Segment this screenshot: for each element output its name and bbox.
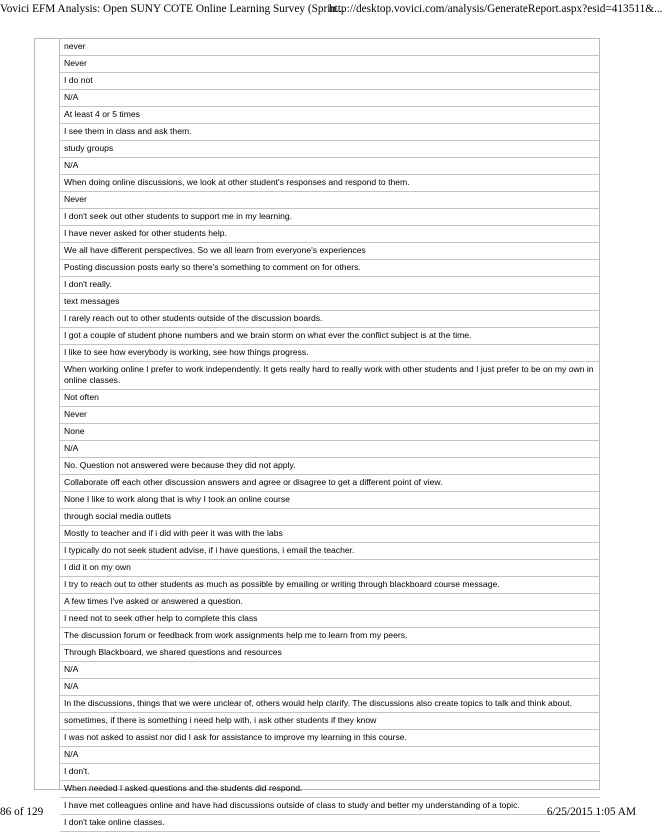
response-row: I typically do not seek student advise, if i have questions, i email the teacher.: [60, 543, 600, 560]
response-row: through social media outlets: [60, 509, 600, 526]
response-row: I see them in class and ask them.: [60, 124, 600, 141]
response-row: N/A: [60, 747, 600, 764]
response-row: study groups: [60, 141, 600, 158]
response-row: I don't.: [60, 764, 600, 781]
print-footer: [0, 803, 638, 823]
response-row: Never: [60, 56, 600, 73]
response-row: Collaborate off each other discussion answers and agree or disagree to get a different point of view.: [60, 475, 600, 492]
response-row: The discussion forum or feedback from work assignments help me to learn from my peers.: [60, 628, 600, 645]
response-row: I was not asked to assist nor did I ask for assistance to improve my learning in this course.: [60, 730, 600, 747]
response-row: Mostly to teacher and if i did with peer it was with the labs: [60, 526, 600, 543]
response-row: I got a couple of student phone numbers and we brain storm on what ever the conflict subject is at the time.: [60, 328, 600, 345]
response-row: N/A: [60, 441, 600, 458]
response-row: At least 4 or 5 times: [60, 107, 600, 124]
response-row: I have met colleagues online and have had discussions outside of class to study and better my understanding of a topic.: [60, 798, 600, 815]
response-row: None: [60, 424, 600, 441]
response-row: I like to see how everybody is working, see how things progress.: [60, 345, 600, 362]
response-row: I try to reach out to other students as much as possible by emailing or writing through blackboard course message.: [60, 577, 600, 594]
response-row: I do not: [60, 73, 600, 90]
response-row: Never: [60, 407, 600, 424]
response-row: Not often: [60, 390, 600, 407]
response-row: N/A: [60, 662, 600, 679]
response-row: In the discussions, things that we were unclear of, others would help clarify. The discussions also create topics to talk and think about.: [60, 696, 600, 713]
response-row: Never: [60, 192, 600, 209]
response-row: sometimes, if there is something i need help with, i ask other students if they know: [60, 713, 600, 730]
report-title: Vovici EFM Analysis: Open SUNY COTE Online Learning Survey (Sprin...: [0, 3, 345, 15]
print-datetime: 6/25/2015 1:05 AM: [546, 806, 636, 818]
response-row: I don't seek out other students to support me in my learning.: [60, 209, 600, 226]
response-row: Posting discussion posts early so there's something to comment on for others.: [60, 260, 600, 277]
response-row: N/A: [60, 90, 600, 107]
report-url: http://desktop.vovici.com/analysis/GenerateReport.aspx?esid=413511&...: [329, 3, 663, 15]
response-row: I rarely reach out to other students outside of the discussion boards.: [60, 311, 600, 328]
print-header: [0, 0, 663, 22]
response-row: I need not to seek other help to complete this class: [60, 611, 600, 628]
response-row: Through Blackboard, we shared questions and resources: [60, 645, 600, 662]
response-row: None I like to work along that is why I took an online course: [60, 492, 600, 509]
response-row: text messages: [60, 294, 600, 311]
response-row: When needed I asked questions and the students did respond.: [60, 781, 600, 798]
response-row: I did it on my own: [60, 560, 600, 577]
response-row: I don't take online classes.: [60, 815, 600, 832]
page-number: 86 of 129: [0, 806, 44, 818]
response-row: never: [60, 39, 600, 56]
response-row: A few times I've asked or answered a question.: [60, 594, 600, 611]
response-row: When working online I prefer to work independently. It gets really hard to really work with other students and I just prefer to be on my own in online classes.: [60, 362, 600, 390]
response-row: N/A: [60, 158, 600, 175]
response-row: N/A: [60, 679, 600, 696]
response-row: I have never asked for other students help.: [60, 226, 600, 243]
response-row: No. Question not answered were because they did not apply.: [60, 458, 600, 475]
response-row: We all have different perspectives. So we all learn from everyone's experiences: [60, 243, 600, 260]
response-row: When doing online discussions, we look at other student's responses and respond to them.: [60, 175, 600, 192]
response-row: I don't really.: [60, 277, 600, 294]
